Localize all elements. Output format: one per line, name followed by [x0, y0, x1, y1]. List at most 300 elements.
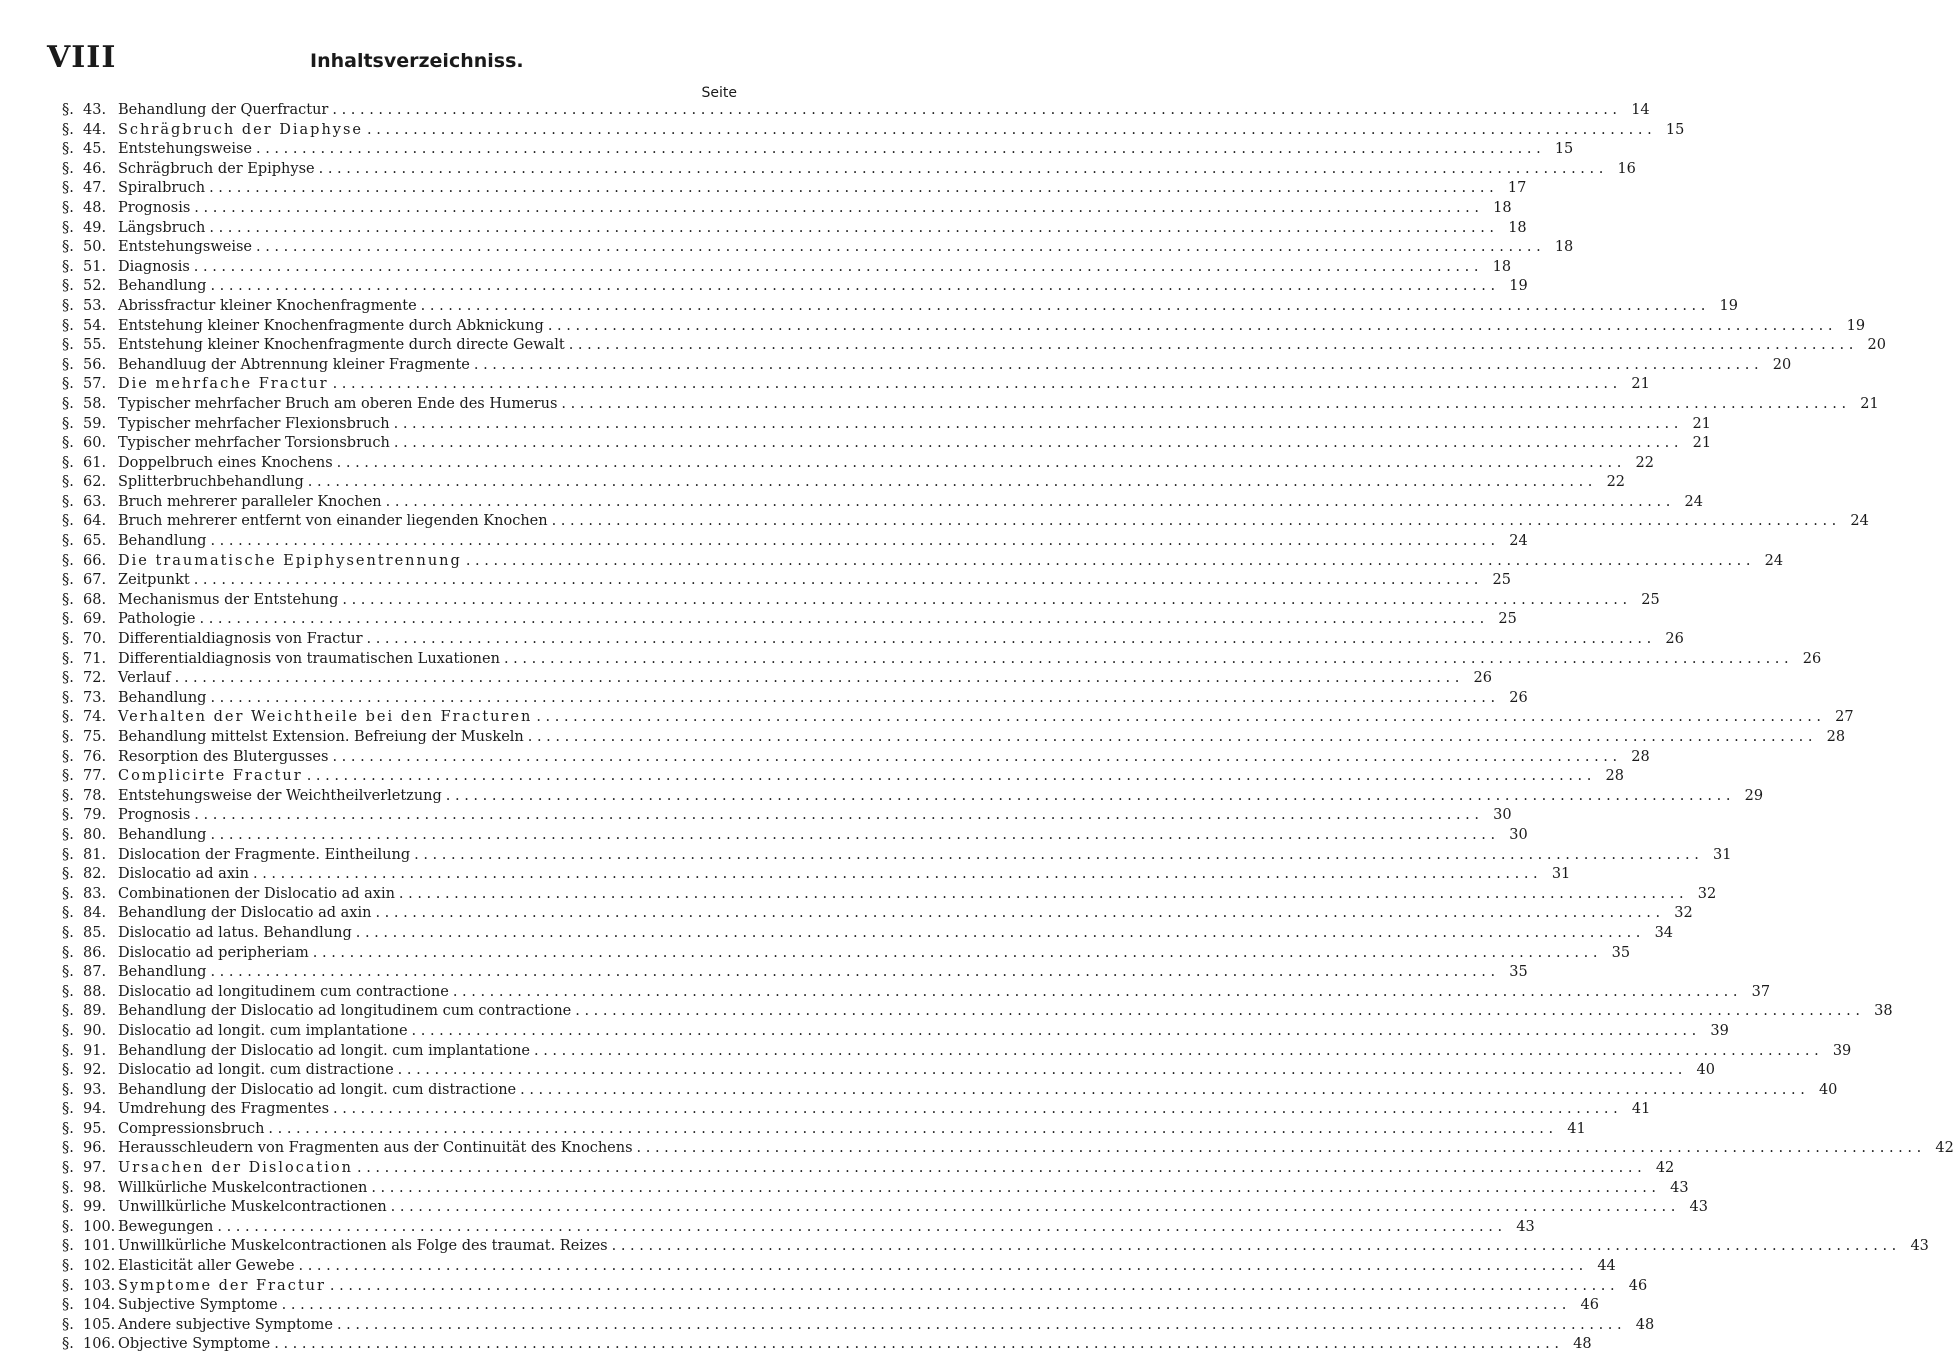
toc-entry [62, 806, 1512, 826]
toc-entry [62, 1081, 1838, 1101]
entry-page: 16 [1617, 160, 1636, 177]
toc-entry [62, 767, 1624, 787]
entry-page: 15 [1665, 121, 1685, 138]
entry-title: Doppelbruch eines Knochens [118, 454, 333, 471]
dot-leader: ............................................................................................................................................ [336, 454, 1626, 471]
section-mark: §. [62, 1199, 74, 1216]
entry-page: 19 [1719, 297, 1738, 314]
entry-page: 34 [1654, 924, 1674, 941]
section-number: 105. [83, 1316, 116, 1333]
entry-page: 18 [1493, 199, 1512, 216]
section-number: 60. [83, 435, 107, 452]
toc-entry [62, 787, 1764, 807]
section-mark: §. [62, 964, 74, 981]
dot-leader: ............................................................................................................................................ [355, 924, 1646, 941]
entry-title: Entstehung kleiner Knochenfragmente durch directe Gewalt [118, 337, 565, 354]
entry-title: Herausschleudern von Fragmenten aus der Continuität des Knochens [118, 1140, 633, 1157]
toc-entry [62, 865, 1571, 885]
dot-leader: ............................................................................................................................................ [332, 102, 1622, 118]
entry-title: Pathologie [118, 611, 196, 628]
section-number: 47. [83, 180, 107, 197]
entry-title: Dislocation der Fragmente. Eintheilung [118, 846, 411, 863]
dot-leader: ............................................................................................................................................ [385, 493, 1675, 510]
toc-entry [62, 297, 1738, 317]
entry-page: 25 [1498, 611, 1517, 628]
toc-entry [62, 650, 1822, 670]
toc-entry [62, 375, 1650, 395]
toc-entry [62, 689, 1528, 709]
toc-entry [62, 983, 1771, 1003]
toc-entry [62, 1022, 1729, 1042]
toc-entry [62, 415, 1711, 435]
toc-entry [62, 1139, 1954, 1159]
entry-title: Differentialdiagnosis von Fractur [118, 631, 363, 648]
dot-leader: ............................................................................................................................................ [274, 1336, 1564, 1353]
entry-title: Typischer mehrfacher Flexionsbruch [118, 415, 390, 432]
toc-entry [62, 395, 1879, 415]
dot-leader: ............................................................................................................................................ [393, 435, 1684, 452]
toc-entry [62, 1120, 1586, 1140]
entry-title: Objective Symptome [118, 1336, 271, 1353]
section-number: 83. [83, 885, 107, 902]
entry-page: 31 [1551, 866, 1571, 883]
dot-leader: ............................................................................................................................................ [268, 1120, 1558, 1137]
section-number: 57. [83, 376, 107, 393]
toc-entry [62, 1179, 1689, 1199]
section-number: 100. [83, 1218, 116, 1235]
page-column-label: Seite [701, 85, 737, 101]
section-number: 54. [83, 317, 107, 334]
dot-leader: ............................................................................................................................................ [252, 866, 1543, 883]
entry-page: 38 [1874, 1003, 1893, 1020]
section-mark: §. [62, 924, 74, 941]
entry-page: 35 [1509, 964, 1528, 981]
dot-leader: ............................................................................................................................................ [298, 1258, 1588, 1275]
dot-leader: ............................................................................................................................................ [534, 1042, 1824, 1059]
section-number: 56. [83, 356, 107, 373]
section-number: 72. [83, 670, 107, 687]
section-mark: §. [62, 317, 74, 334]
entry-title: Verhalten der Weichtheile bei den Fracturen [118, 709, 533, 726]
section-number: 81. [83, 846, 107, 863]
section-mark: §. [62, 278, 74, 295]
dot-leader: ............................................................................................................................................ [210, 278, 1500, 295]
section-mark: §. [62, 885, 74, 902]
section-number: 64. [83, 513, 107, 530]
entry-page: 43 [1670, 1179, 1689, 1196]
section-mark: §. [62, 258, 74, 275]
section-number: 52. [83, 278, 107, 295]
entry-page: 22 [1606, 474, 1626, 491]
toc-entry [62, 140, 1574, 160]
entry-title: Schrägbruch der Diaphyse [118, 121, 364, 138]
entry-title: Dislocatio ad latus. Behandlung [118, 924, 352, 941]
section-mark: §. [62, 670, 74, 687]
dot-leader: ............................................................................................................................................ [397, 1062, 1687, 1079]
toc-entry [62, 885, 1717, 905]
dot-leader: ............................................................................................................................................ [411, 1022, 1701, 1039]
page-header [47, 40, 737, 80]
dot-leader: ............................................................................................................................................ [193, 258, 1484, 275]
section-number: 80. [83, 826, 107, 843]
toc-entry [62, 258, 1512, 278]
section-number: 69. [83, 611, 107, 628]
entry-page: 40 [1696, 1062, 1715, 1079]
entry-title: Behandlung der Dislocatio ad longit. cum distractione [118, 1081, 517, 1098]
section-mark: §. [62, 591, 74, 608]
toc-entry [62, 610, 1517, 630]
section-mark: §. [62, 1022, 74, 1039]
toc-entry [62, 493, 1703, 513]
toc-entry [62, 199, 1512, 219]
dot-leader: ............................................................................................................................................ [390, 1199, 1680, 1216]
section-number: 87. [83, 964, 107, 981]
section-mark: §. [62, 1218, 74, 1235]
section-mark: §. [62, 1297, 74, 1314]
entry-title: Behandlung der Dislocatio ad longitudinem cum contractione [118, 1003, 572, 1020]
entry-page: 28 [1631, 748, 1650, 765]
entry-page: 46 [1628, 1277, 1648, 1294]
toc-entry [62, 1335, 1592, 1355]
entry-title: Behandlung der Querfractur [118, 102, 329, 118]
dot-leader: ............................................................................................................................................ [217, 1218, 1507, 1235]
section-mark: §. [62, 1140, 74, 1157]
section-number: 68. [83, 591, 107, 608]
entry-title: Ursachen der Dislocation [118, 1160, 353, 1177]
entry-title: Dislocatio ad axin [118, 866, 249, 883]
dot-leader: ............................................................................................................................................ [465, 552, 1756, 569]
section-number: 79. [83, 807, 107, 824]
section-number: 90. [83, 1022, 107, 1039]
section-number: 70. [83, 631, 107, 648]
section-mark: §. [62, 395, 74, 412]
section-mark: §. [62, 983, 74, 1000]
toc-entry [62, 963, 1528, 983]
dot-leader: ............................................................................................................................................ [561, 395, 1851, 412]
dot-leader: ............................................................................................................................................ [551, 513, 1841, 530]
toc-entry [62, 630, 1684, 650]
section-mark: §. [62, 807, 74, 824]
entry-title: Behandlung [118, 533, 207, 550]
section-mark: §. [62, 1258, 74, 1275]
section-number: 74. [83, 709, 107, 726]
toc-entry [62, 1277, 1648, 1297]
entry-page: 21 [1631, 376, 1650, 393]
entry-title: Die mehrfache Fractur [118, 376, 329, 393]
entry-title: Behandluug der Abtrennung kleiner Fragmente [118, 356, 470, 373]
entry-page: 26 [1802, 650, 1822, 667]
dot-leader: ............................................................................................................................................ [194, 199, 1484, 216]
section-number: 59. [83, 415, 107, 432]
dot-leader: ............................................................................................................................................ [312, 944, 1603, 961]
dot-leader: ............................................................................................................................................ [332, 376, 1622, 393]
entry-page: 24 [1509, 533, 1528, 550]
entry-title: Prognosis [118, 807, 191, 824]
section-mark: §. [62, 1081, 74, 1098]
section-number: 71. [83, 650, 107, 667]
section-mark: §. [62, 650, 74, 667]
entry-page: 39 [1710, 1022, 1729, 1039]
section-number: 84. [83, 905, 107, 922]
dot-leader: ............................................................................................................................................ [333, 1101, 1623, 1118]
entry-title: Behandlung [118, 826, 207, 843]
entry-title: Behandlung [118, 964, 207, 981]
dot-leader: ............................................................................................................................................ [194, 807, 1484, 824]
dot-leader: ............................................................................................................................................ [503, 650, 1794, 667]
entry-page: 15 [1554, 141, 1574, 158]
entry-title: Diagnosis [118, 258, 190, 275]
toc-entry [62, 238, 1574, 258]
entry-page: 30 [1493, 807, 1512, 824]
section-number: 82. [83, 866, 107, 883]
section-mark: §. [62, 180, 74, 197]
entry-page: 43 [1910, 1238, 1929, 1255]
entry-page: 28 [1605, 768, 1624, 785]
entry-title: Behandlung der Dislocatio ad longit. cum implantatione [118, 1042, 530, 1059]
dot-leader: ............................................................................................................................................ [193, 572, 1483, 589]
toc-entry [62, 748, 1650, 768]
toc-entry [62, 1296, 1599, 1316]
section-mark: §. [62, 768, 74, 785]
section-number: 58. [83, 395, 107, 412]
entry-page: 26 [1509, 689, 1528, 706]
entry-page: 35 [1611, 944, 1631, 961]
dot-leader: ............................................................................................................................................ [318, 160, 1608, 177]
toc-entry [62, 1002, 1893, 1022]
section-mark: §. [62, 1160, 74, 1177]
entry-title: Dislocatio ad peripheriam [118, 944, 309, 961]
entry-page: 21 [1692, 415, 1711, 432]
section-number: 65. [83, 533, 107, 550]
dot-leader: ............................................................................................................................................ [209, 180, 1499, 197]
section-number: 98. [83, 1179, 107, 1196]
entry-page: 39 [1832, 1042, 1852, 1059]
section-number: 95. [83, 1120, 107, 1137]
dot-leader: ............................................................................................................................................ [536, 709, 1826, 726]
section-number: 101. [83, 1238, 116, 1255]
section-number: 97. [83, 1160, 107, 1177]
section-number: 91. [83, 1042, 107, 1059]
entry-page: 25 [1492, 572, 1511, 589]
toc-entry [62, 944, 1631, 964]
entry-title: Compressionsbruch [118, 1120, 265, 1137]
toc-entry [62, 532, 1528, 552]
section-number: 66. [83, 552, 107, 569]
entry-page: 41 [1631, 1101, 1651, 1118]
dot-leader: ............................................................................................................................................ [329, 1277, 1620, 1294]
section-number: 86. [83, 944, 107, 961]
section-mark: §. [62, 454, 74, 471]
entry-title: Behandlung mittelst Extension. Befreiung der Muskeln [118, 729, 524, 745]
section-mark: §. [62, 415, 74, 432]
section-mark: §. [62, 787, 74, 804]
dot-leader: ............................................................................................................................................ [209, 219, 1499, 236]
entry-title: Spiralbruch [118, 180, 206, 197]
section-mark: §. [62, 611, 74, 628]
toc-entry [62, 1159, 1675, 1179]
toc-entry [62, 1198, 1708, 1218]
entry-title: Elasticität aller Gewebe [118, 1258, 295, 1275]
entry-page: 20 [1772, 356, 1792, 373]
entry-page: 40 [1818, 1081, 1838, 1098]
entry-title: Bruch mehrerer entfernt von einander liegenden Knochen [118, 513, 548, 530]
entry-title: Dislocatio ad longit. cum implantatione [118, 1022, 408, 1039]
toc-entry [62, 728, 1846, 748]
section-number: 53. [83, 297, 107, 314]
toc-entry [62, 179, 1527, 199]
entry-title: Entstehungsweise [118, 141, 252, 158]
dot-leader: ............................................................................................................................................ [210, 533, 1500, 550]
section-number: 103. [83, 1277, 116, 1294]
toc-entry [62, 708, 1854, 728]
entry-title: Verlauf [118, 670, 171, 687]
dot-leader: ............................................................................................................................................ [256, 141, 1546, 158]
section-mark: §. [62, 572, 74, 589]
entry-title: Zeitpunkt [118, 572, 190, 589]
section-mark: §. [62, 1238, 74, 1255]
entry-page: 43 [1689, 1199, 1708, 1216]
dot-leader: ............................................................................................................................................ [210, 826, 1500, 843]
section-number: 49. [83, 219, 107, 236]
table-of-contents [62, 101, 1954, 1355]
entry-page: 31 [1712, 846, 1732, 863]
section-mark: §. [62, 219, 74, 236]
entry-page: 17 [1507, 180, 1527, 197]
entry-title: Dislocatio ad longit. cum distractione [118, 1062, 394, 1079]
section-mark: §. [62, 474, 74, 491]
section-mark: §. [62, 846, 74, 863]
dot-leader: ............................................................................................................................................ [342, 591, 1632, 608]
toc-entry [62, 552, 1784, 572]
section-mark: §. [62, 493, 74, 510]
entry-title: Die traumatische Epiphysentrennung [118, 552, 462, 569]
entry-title: Complicirte Fractur [118, 768, 303, 785]
dot-leader: ............................................................................................................................................ [375, 905, 1665, 922]
toc-entry [62, 434, 1712, 454]
section-number: 106. [83, 1336, 116, 1353]
section-mark: §. [62, 141, 74, 158]
entry-page: 32 [1697, 885, 1717, 902]
dot-leader: ............................................................................................................................................ [636, 1140, 1926, 1157]
entry-title: Dislocatio ad longitudinem cum contractione [118, 983, 449, 1000]
toc-entry [62, 1061, 1715, 1081]
entry-title: Symptome der Fractur [118, 1277, 326, 1294]
toc-entry [62, 826, 1528, 846]
section-mark: §. [62, 513, 74, 530]
toc-entry [62, 1100, 1651, 1120]
dot-leader: ............................................................................................................................................ [281, 1297, 1571, 1314]
section-mark: §. [62, 1062, 74, 1079]
entry-page: 29 [1744, 787, 1764, 804]
entry-page: 21 [1860, 395, 1879, 412]
entry-title: Splitterbruchbehandlung [118, 474, 304, 491]
entry-title: Behandlung [118, 278, 207, 295]
entry-page: 41 [1567, 1120, 1586, 1137]
dot-leader: ............................................................................................................................................ [473, 356, 1764, 373]
dot-leader: ............................................................................................................................................ [371, 1179, 1661, 1196]
entry-title: Umdrehung des Fragmentes [118, 1101, 330, 1118]
toc-entry [62, 591, 1660, 611]
section-mark: §. [62, 160, 74, 177]
dot-leader: ............................................................................................................................................ [520, 1081, 1810, 1098]
running-title: Inhaltsverzeichniss. [310, 50, 524, 72]
section-number: 93. [83, 1081, 107, 1098]
section-mark: §. [62, 689, 74, 706]
dot-leader: ............................................................................................................................................ [547, 317, 1838, 334]
entry-page: 19 [1509, 278, 1528, 295]
section-mark: §. [62, 729, 74, 745]
entry-title: Subjective Symptome [118, 1297, 278, 1314]
toc-entry [62, 454, 1654, 474]
dot-leader: ............................................................................................................................................ [210, 964, 1500, 981]
entry-title: Resorption des Blutergusses [118, 748, 329, 765]
dot-leader: ............................................................................................................................................ [414, 846, 1704, 863]
section-mark: §. [62, 709, 74, 726]
section-number: 89. [83, 1003, 107, 1020]
section-mark: §. [62, 1120, 74, 1137]
entry-page: 19 [1846, 317, 1866, 334]
section-mark: §. [62, 748, 74, 765]
toc-entry [62, 571, 1511, 591]
section-number: 88. [83, 983, 107, 1000]
dot-leader: ............................................................................................................................................ [256, 239, 1546, 256]
toc-entry [62, 160, 1636, 180]
section-number: 73. [83, 689, 107, 706]
dot-leader: ............................................................................................................................................ [398, 885, 1689, 902]
entry-page: 42 [1655, 1160, 1675, 1177]
toc-entry [62, 904, 1693, 924]
section-number: 61. [83, 454, 107, 471]
dot-leader: ............................................................................................................................................ [199, 611, 1489, 628]
entry-page: 27 [1835, 709, 1854, 726]
entry-page: 30 [1509, 826, 1528, 843]
toc-entry [62, 669, 1492, 689]
toc-entry [62, 1218, 1535, 1238]
entry-page: 26 [1473, 670, 1492, 687]
entry-title: Mechanismus der Entstehung [118, 591, 339, 608]
dot-leader: ............................................................................................................................................ [527, 729, 1818, 745]
toc-entry [62, 846, 1732, 866]
dot-leader: ............................................................................................................................................ [307, 474, 1598, 491]
section-mark: §. [62, 1042, 74, 1059]
entry-page: 20 [1867, 337, 1886, 354]
dot-leader: ............................................................................................................................................ [210, 689, 1500, 706]
entry-page: 26 [1665, 631, 1684, 648]
entry-page: 37 [1751, 983, 1771, 1000]
section-number: 96. [83, 1140, 107, 1157]
section-number: 77. [83, 768, 107, 785]
toc-entry [62, 473, 1626, 493]
toc-entry [62, 924, 1674, 944]
toc-entry [62, 1237, 1929, 1257]
section-number: 92. [83, 1062, 107, 1079]
section-number: 102. [83, 1258, 116, 1275]
entry-title: Behandlung [118, 689, 207, 706]
dot-leader: ............................................................................................................................................ [174, 670, 1464, 687]
entry-title: Längsbruch [118, 219, 206, 236]
entry-page: 43 [1516, 1218, 1535, 1235]
section-mark: §. [62, 826, 74, 843]
entry-page: 18 [1492, 258, 1512, 275]
section-number: 78. [83, 787, 107, 804]
section-mark: §. [62, 297, 74, 314]
entry-title: Combinationen der Dislocatio ad axin [118, 885, 395, 902]
toc-entry [62, 277, 1528, 297]
section-number: 67. [83, 572, 107, 589]
dot-leader: ............................................................................................................................................ [575, 1003, 1865, 1020]
entry-title: Entstehungsweise [118, 239, 252, 256]
toc-entry [62, 1316, 1655, 1336]
